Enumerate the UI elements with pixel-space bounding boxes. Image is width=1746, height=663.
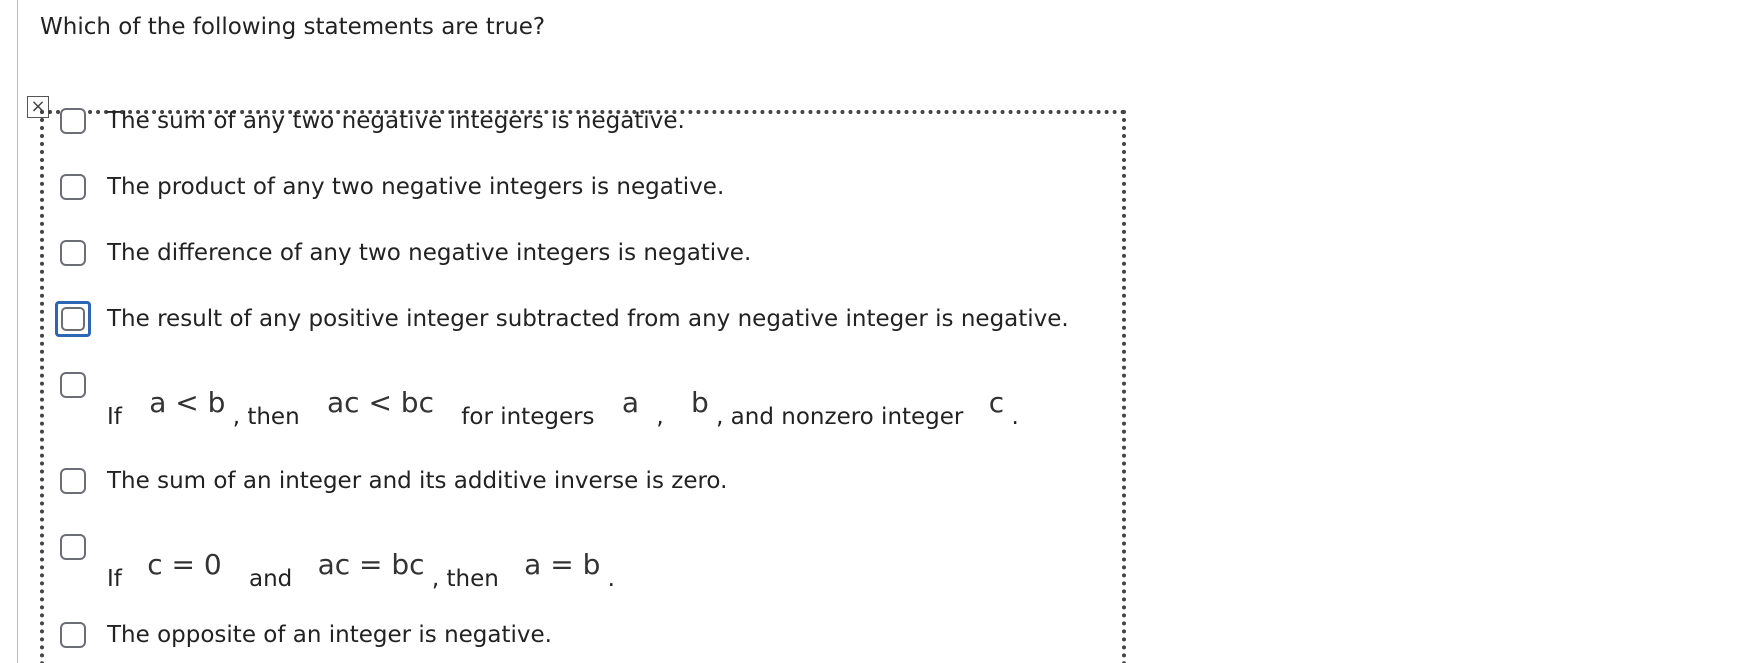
option-5-math-c: c bbox=[988, 386, 1005, 419]
option-5-math-a: a bbox=[621, 386, 640, 419]
clear-answer-icon[interactable]: × bbox=[27, 96, 49, 118]
option-5-for-integers: for integers bbox=[461, 404, 595, 430]
option-7-math-a-eq-b: a = b bbox=[524, 548, 601, 581]
option-7-label bbox=[107, 548, 615, 593]
option-4-label: The result of any positive integer subtracted from any negative integer is negative. bbox=[107, 306, 1069, 332]
option-5-math-a-lt-b: a < b bbox=[149, 386, 226, 419]
option-5-checkbox[interactable] bbox=[60, 372, 86, 398]
option-7-math-c-eq-0: c = 0 bbox=[147, 548, 222, 581]
option-1-checkbox[interactable] bbox=[60, 108, 86, 134]
option-7-then: , then bbox=[431, 566, 499, 592]
option-6-checkbox[interactable] bbox=[60, 468, 86, 494]
option-3-label: The difference of any two negative integers is negative. bbox=[107, 240, 752, 266]
option-7-math-ac-eq-bc: ac = bc bbox=[317, 548, 425, 581]
option-5-period: . bbox=[1011, 404, 1019, 430]
option-7-if: If bbox=[107, 566, 122, 592]
question-prompt: Which of the following statements are true? bbox=[40, 14, 546, 40]
option-8-label: The opposite of an integer is negative. bbox=[107, 622, 552, 648]
option-7-and: and bbox=[249, 566, 293, 592]
option-5-nonzero: , and nonzero integer bbox=[716, 404, 964, 430]
option-6-label: The sum of an integer and its additive inverse is zero. bbox=[107, 468, 728, 494]
option-7-checkbox[interactable] bbox=[60, 534, 86, 560]
option-7-period: . bbox=[607, 566, 615, 592]
option-2-label: The product of any two negative integers is negative. bbox=[107, 174, 725, 200]
option-4-checkbox[interactable] bbox=[55, 301, 91, 337]
option-5-if: If bbox=[107, 404, 122, 430]
option-5-comma: , bbox=[656, 404, 664, 430]
option-2-checkbox[interactable] bbox=[60, 174, 86, 200]
left-divider bbox=[17, 0, 18, 663]
option-5-label bbox=[107, 386, 1019, 431]
option-5-then: , then bbox=[232, 404, 300, 430]
option-5-math-ac-lt-bc: ac < bc bbox=[326, 386, 434, 419]
option-5-math-b: b bbox=[690, 386, 709, 419]
option-1-label: The sum of any two negative integers is negative. bbox=[107, 108, 685, 134]
option-3-checkbox[interactable] bbox=[60, 240, 86, 266]
option-8-checkbox[interactable] bbox=[60, 622, 86, 648]
